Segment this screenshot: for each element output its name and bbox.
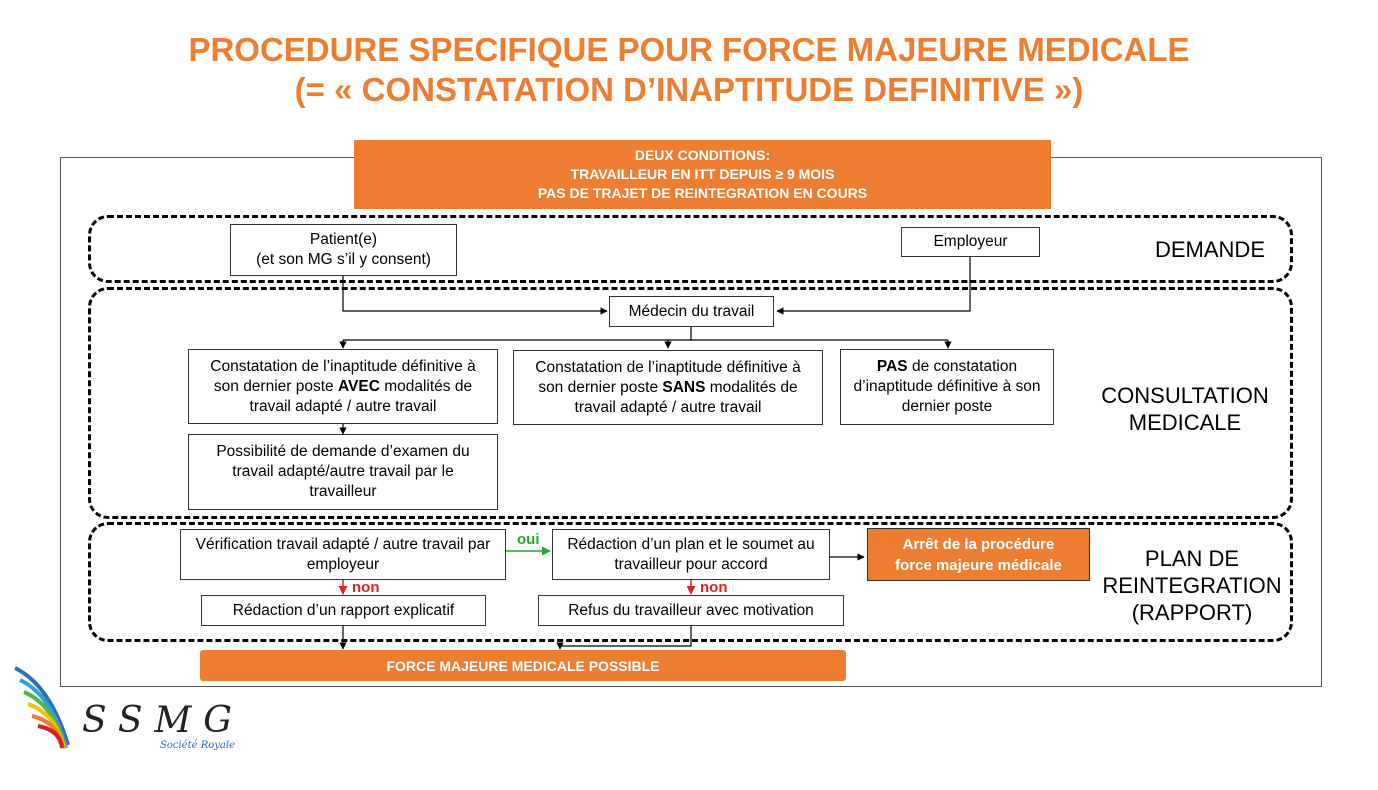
section-label-consultation-line-2: MEDICALE (1128, 410, 1242, 435)
pas-box-text (849, 357, 1045, 417)
medecin-box: Médecin du travail (609, 296, 774, 327)
page-title-line-2: (= « CONSTATATION D’INAPTITUDE DEFINITIVE ») (294, 71, 1084, 108)
sans-box-text (522, 358, 814, 418)
section-label-consultation-line-1: CONSULTATION (1101, 383, 1269, 408)
section-label-plan-line-3: (RAPPORT) (1131, 600, 1253, 625)
verification-box: Vérification travail adapté / autre travail par employeur (180, 529, 506, 580)
arret-procedure-box (867, 528, 1090, 581)
patient-box-line-1: Patient(e) (309, 231, 378, 248)
rapport-box: Rédaction d’un rapport explicatif (201, 595, 486, 626)
ssmg-logo-mark (10, 660, 240, 760)
sans-text-bold: SANS (662, 378, 706, 396)
sans-text-post: modalités de travail adapté / autre travail (574, 378, 798, 416)
pas-box (840, 349, 1054, 425)
refus-box: Refus du travailleur avec motivation (538, 595, 844, 626)
redaction-plan-box: Rédaction d’un plan et le soumet au travailleur pour accord (552, 529, 830, 580)
patient-box-line-2: (et son MG s’il y consent) (256, 251, 431, 268)
logo-subtitle: Société Royale (160, 740, 235, 751)
arret-line-2: force majeure médicale (895, 556, 1062, 574)
page-title-line-1: PROCEDURE SPECIFIQUE POUR FORCE MAJEURE MEDICALE (188, 31, 1190, 68)
oui-label: oui (517, 531, 540, 548)
ssmg-logo (10, 660, 240, 765)
avec-text-bold: AVEC (337, 377, 380, 395)
force-majeure-possible-banner: FORCE MAJEURE MEDICALE POSSIBLE (200, 650, 846, 681)
conditions-line-3: PAS DE TRAJET DE REINTEGRATION EN COURS (537, 185, 868, 201)
pas-text-bold: PAS (876, 358, 908, 375)
possibilite-box: Possibilité de demande d’examen du travail adapté/autre travail par le travailleur (188, 434, 498, 510)
conditions-line-1: DEUX CONDITIONS: (634, 147, 771, 163)
section-label-plan-line-1: PLAN DE (1144, 546, 1240, 571)
non-label-1: non (352, 579, 380, 596)
sans-box (513, 350, 823, 425)
avec-box-text (197, 357, 489, 417)
pas-text-post: de constatation d’inaptitude définitive à son dernier poste (853, 358, 1041, 415)
avec-text-pre: Constatation de l’inaptitude définitive à son dernier poste (210, 357, 476, 395)
non-label-2: non (700, 579, 728, 596)
employeur-box: Employeur (901, 227, 1040, 257)
sans-text-pre: Constatation de l’inaptitude définitive à son dernier poste (535, 358, 801, 396)
conditions-line-2: TRAVAILLEUR EN ITT DEPUIS ≥ 9 MOIS (570, 166, 835, 182)
avec-box (188, 349, 498, 424)
section-label-demande: DEMANDE (1154, 237, 1265, 262)
avec-text-post: modalités de travail adapté / autre travail (249, 377, 473, 415)
patient-box (230, 224, 457, 276)
logo-name: SSMG (82, 700, 232, 741)
section-label-plan-line-2: REINTEGRATION (1102, 573, 1282, 598)
arret-line-1: Arrêt de la procédure (902, 535, 1055, 553)
